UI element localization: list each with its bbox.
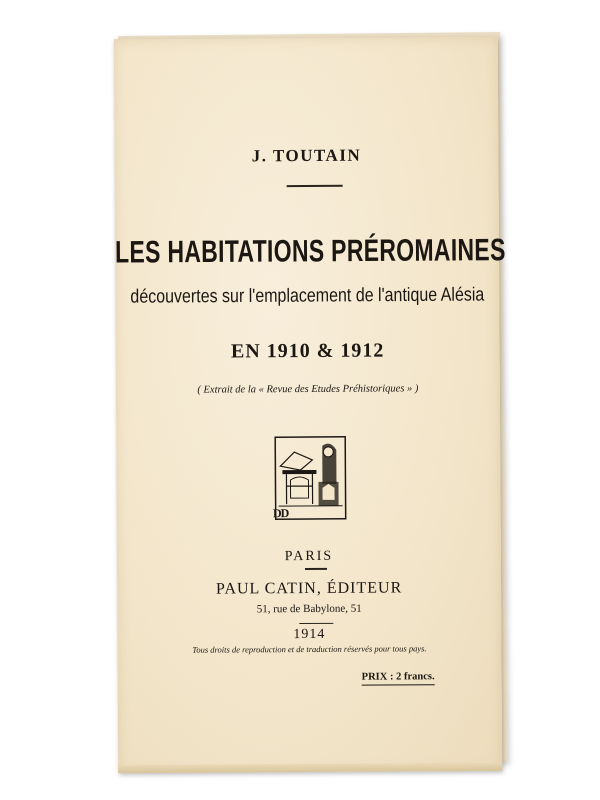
book-years: EN 1910 & 1912 [230, 339, 385, 363]
book-cover [114, 37, 506, 773]
emblem-letters: DD [272, 506, 289, 521]
publisher-address: 51, rue de Babylone, 51 [256, 602, 362, 616]
divider-rule [287, 185, 343, 187]
divider-rule [305, 568, 327, 570]
rights-notice: Tous droits de reproduction et de traduction réservés pour tous pays. [192, 643, 427, 655]
publication-city: PARIS [284, 548, 334, 565]
divider-rule [299, 623, 333, 624]
extract-note: ( Extrait de la « Revue des Etudes Préhistoriques » ) [197, 383, 419, 396]
book-subtitle: découvertes sur l'emplacement de l'antique Alésia [130, 284, 485, 308]
book-title: LES HABITATIONS PRÉROMAINES [114, 231, 506, 270]
publication-year: 1914 [293, 626, 326, 643]
price-label: PRIX : 2 francs. [362, 671, 435, 685]
author-name: J. TOUTAIN [251, 145, 362, 166]
publisher-name: PAUL CATIN, ÉDITEUR [215, 579, 403, 598]
